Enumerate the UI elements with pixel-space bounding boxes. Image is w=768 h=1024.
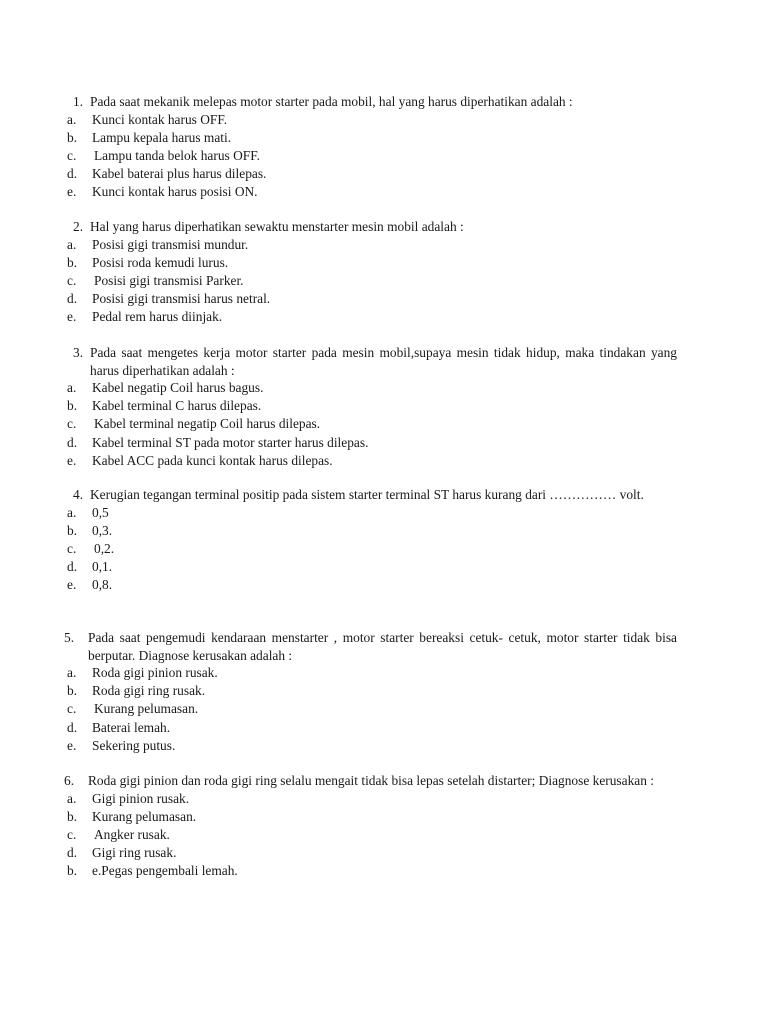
option-letter: d. (67, 166, 78, 182)
option-text: 0,5 (92, 504, 109, 520)
question-3-header (64, 344, 677, 379)
question-2-header (64, 218, 677, 236)
question-5 (64, 629, 677, 755)
question-number: 5. (64, 630, 75, 645)
question-text: Hal yang harus diperhatikan sewaktu menstarter mesin mobil adalah : (90, 219, 464, 234)
option-text: Kabel terminal C harus dilepas. (92, 398, 262, 414)
option-letter: e. (67, 452, 77, 468)
option-letter: b. (67, 398, 78, 414)
option-text: 0,2. (94, 540, 115, 556)
option-a (64, 236, 677, 254)
option-letter: e. (67, 309, 77, 325)
option-letter: e. (67, 184, 77, 200)
option-letter: b. (67, 254, 78, 270)
option-letter: a. (67, 380, 77, 395)
option-letter: a. (67, 236, 77, 252)
option-e (64, 452, 677, 470)
option-text: Angker rusak. (94, 826, 170, 842)
option-d (64, 558, 677, 576)
option-c (64, 147, 677, 165)
option-text: Kabel terminal negatip Coil harus dilepas. (94, 416, 321, 432)
option-letter: b. (67, 129, 78, 145)
option-text: Kabel ACC pada kunci kontak harus dilepas. (92, 452, 333, 468)
option-text: Roda gigi ring rusak. (92, 683, 206, 699)
option-e (64, 862, 677, 880)
option-e (64, 308, 677, 326)
question-number: 4. (73, 487, 84, 502)
option-text: Sekering putus. (92, 737, 176, 753)
question-text: Pada saat mengetes kerja motor starter pada mesin mobil,supaya mesin tidak hidup, maka tindakan yang harus diperhatikan adalah : (90, 345, 677, 378)
option-letter: e. (67, 737, 77, 753)
option-text: Baterai lemah. (92, 719, 171, 735)
option-letter: b. (67, 683, 78, 699)
option-letter: d. (67, 291, 78, 307)
option-letter: d. (67, 719, 78, 735)
option-text: Kabel negatip Coil harus bagus. (92, 380, 264, 395)
option-c (64, 540, 677, 558)
option-text: e.Pegas pengembali lemah. (92, 863, 238, 879)
option-letter: a. (67, 504, 77, 520)
option-letter: b. (67, 808, 78, 824)
option-a (64, 504, 677, 522)
option-text: Kunci kontak harus posisi ON. (92, 184, 258, 200)
option-c (64, 272, 677, 290)
option-text: Lampu tanda belok harus OFF. (94, 147, 260, 163)
option-text: 0,3. (92, 522, 113, 538)
option-letter: d. (67, 559, 78, 575)
question-number: 2. (73, 219, 84, 234)
question-4 (64, 486, 677, 594)
option-b (64, 397, 677, 415)
option-letter: a. (67, 790, 77, 806)
option-letter: b. (67, 863, 78, 879)
option-text: 0,8. (92, 577, 113, 593)
option-text: Posisi gigi transmisi Parker. (94, 272, 244, 288)
option-d (64, 719, 677, 737)
question-number: 6. (64, 773, 75, 788)
option-letter: a. (67, 665, 77, 680)
option-text: Kabel terminal ST pada motor starter harus dilepas. (92, 434, 369, 450)
option-a (64, 790, 677, 808)
question-3 (64, 344, 677, 470)
question-4-header (64, 486, 677, 504)
option-text: Pedal rem harus diinjak. (92, 309, 223, 325)
option-text: Posisi gigi transmisi harus netral. (92, 291, 271, 307)
question-text: Kerugian tegangan terminal positip pada sistem starter terminal ST harus kurang dari …………… volt. (90, 487, 644, 502)
option-letter: b. (67, 522, 78, 538)
option-a (64, 664, 677, 682)
option-c (64, 700, 677, 718)
question-1-header (64, 93, 677, 111)
option-d (64, 165, 677, 183)
option-letter: c. (67, 147, 77, 163)
question-6-header (64, 772, 677, 790)
option-text: Roda gigi pinion rusak. (92, 665, 218, 680)
option-e (64, 737, 677, 755)
question-number: 1. (73, 94, 84, 109)
option-b (64, 808, 677, 826)
option-b (64, 522, 677, 540)
option-a (64, 111, 677, 129)
option-text: Kabel baterai plus harus dilepas. (92, 166, 267, 182)
option-letter: c. (67, 416, 77, 432)
option-d (64, 434, 677, 452)
question-text: Pada saat mekanik melepas motor starter pada mobil, hal yang harus diperhatikan adalah : (90, 94, 573, 109)
question-1 (64, 93, 677, 201)
question-2 (64, 218, 677, 326)
question-6 (64, 772, 677, 880)
option-c (64, 415, 677, 433)
option-text: Gigi pinion rusak. (92, 790, 190, 806)
option-d (64, 844, 677, 862)
question-text: Roda gigi pinion dan roda gigi ring selalu mengait tidak bisa lepas setelah distarter; Diagnose kerusakan : (88, 773, 654, 788)
option-text: 0,1. (92, 559, 113, 575)
option-text: Lampu kepala harus mati. (92, 129, 232, 145)
option-text: Gigi ring rusak. (92, 845, 177, 861)
option-b (64, 682, 677, 700)
question-number: 3. (73, 345, 84, 360)
option-e (64, 576, 677, 594)
option-d (64, 290, 677, 308)
option-b (64, 129, 677, 147)
option-e (64, 183, 677, 201)
option-letter: d. (67, 845, 78, 861)
option-letter: c. (67, 540, 77, 556)
question-5-header (64, 629, 677, 664)
option-c (64, 826, 677, 844)
option-letter: e. (67, 577, 77, 593)
option-b (64, 254, 677, 272)
option-text: Kunci kontak harus OFF. (92, 111, 228, 127)
option-letter: d. (67, 434, 78, 450)
option-a (64, 379, 677, 397)
option-letter: c. (67, 701, 77, 717)
option-text: Kurang pelumasan. (92, 808, 197, 824)
option-letter: c. (67, 272, 77, 288)
option-letter: a. (67, 111, 77, 127)
option-text: Posisi gigi transmisi mundur. (92, 236, 249, 252)
option-text: Kurang pelumasan. (94, 701, 199, 717)
option-text: Posisi roda kemudi lurus. (92, 254, 229, 270)
question-text: Pada saat pengemudi kendaraan menstarter , motor starter bereaksi cetuk- cetuk, motor starter tidak bisa berputar. Diagnose kerusakan adalah : (88, 630, 677, 663)
option-letter: c. (67, 826, 77, 842)
